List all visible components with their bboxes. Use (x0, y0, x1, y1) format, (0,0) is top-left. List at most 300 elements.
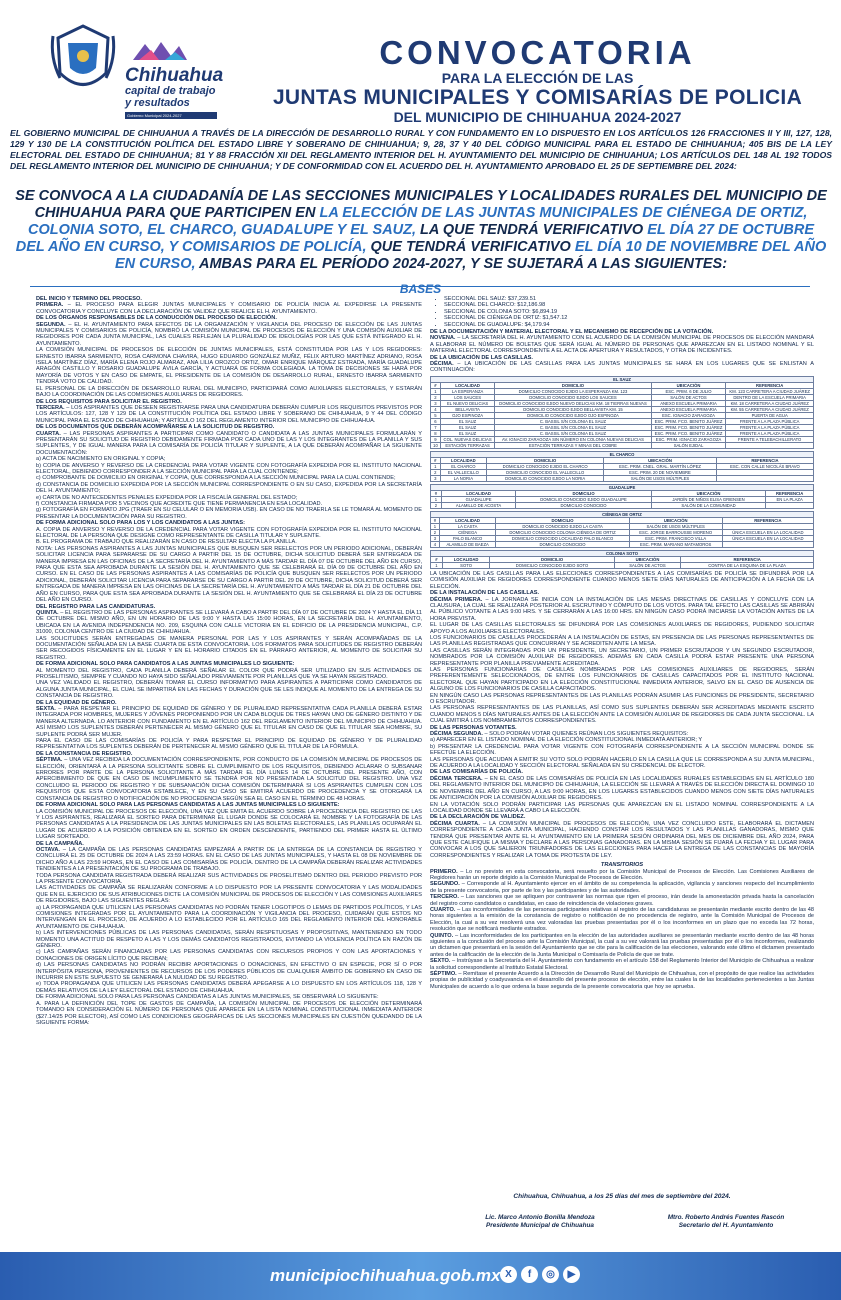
table-cell: ESC. PRIM. FCO. BENITO JUÁREZ (651, 418, 726, 424)
paragraph-text: b) PRESENTAR LA CREDENCIAL PARA VOTAR VIGENTE CON FOTOGRAFÍA CORRESPONDIENTE A LA SECCIÓN MUNICIPAL DONDE SE EFECTÚE LA ELECCIÓN. (430, 743, 814, 757)
polling-table (430, 550, 814, 569)
table-cell: DOMICILIO CONOCIDO EJIDO LOS SAUCES (495, 394, 651, 400)
transitorios-title: TRANSITORIOS (600, 862, 644, 869)
transitorios-text (430, 869, 814, 991)
table-cell: FRENTE A LA PLAZA PÚBLICA (726, 424, 814, 430)
table-cell: CONTRA DE LA ESQUINA DE LA PLAZA (681, 562, 814, 568)
paragraph-text: EL PERSONAL DE LA DIRECCIÓN DE DESARROLLO RURAL DEL MUNICIPIO, PARTICIPARÁ COMO AUXILIARES ELECTORALES, Y ESTARÁN BAJO LA COORDINACIÓN DE LAS COMISIONES AUXILIARES DE REGIDORES. (36, 385, 422, 399)
paragraph-heading: TERCERO. (430, 894, 459, 901)
paragraph-text: c) LAS CAMPAÑAS SERÁN FINANCIADAS POR LAS PERSONAS CANDIDATAS CON RECURSOS PROPIOS Y CON LAS APORTACIONES Y DONACIONES DE ORIGEN LÍCITO QUE RECIBAN; (36, 949, 422, 962)
paragraph-heading: PRIMERO. (430, 868, 458, 875)
municipal-seal-icon (48, 18, 118, 98)
logo-text-1: Chihuahua (125, 65, 224, 86)
signature-name: Mtro. Roberto Andrés Fuentes Rascón (667, 1214, 785, 1221)
paragraph (36, 527, 422, 540)
paragraph-text: – LA JORNADA SE INICIA CON LA INSTALACIÓN DE LAS MESAS DIRECTIVAS DE CASILLAS Y CONCLUYE CON LA CLAUSURA, LA CUAL SE REALIZARÁ POSTERIOR AL ESCRUTINIO Y CÓMPUTO DE LOS VOTOS. PARA TAL EFECTO LAS CASILLAS SE ABRIRÁN AL PÚBLICO VOTANTE A LAS 9:00 HRS. Y SE CERRARÁN A LAS 16:00 HRS. EN NINGÚN CASO PODRÁ INICIARSE LA VOTACIÓN ANTES DE LA HORA PREVISTA. (430, 596, 814, 622)
table-header: REFERENCIA (726, 382, 814, 388)
paragraph (36, 668, 422, 681)
paragraph (36, 386, 422, 399)
table-row (431, 562, 814, 568)
budget-item: • SECCIONAL DE GUADALUPE: $4,179.94 (444, 322, 814, 328)
subtitle-2: JUNTAS MUNICIPALES Y COMISARÍAS DE POLICIA (272, 86, 803, 109)
paragraph-heading: DE LOS DOCUMENTOS QUE DEBERÁN ACOMPAÑARSE A LA SOLICITUD DE REGISTRO. (36, 424, 275, 431)
paragraph-text: – Lo no previsto en esta convocatoria, será resuelto por la Comisión Municipal de Procesos de Elección. Las Comisiones Auxiliares de Regidores harán un reporte dirigido a la Comisión Municipal de Procesos de Elección. (430, 868, 814, 881)
table-cell: ALAMILLO DE ACOSTA (441, 502, 515, 508)
paragraph-text: a) ACTA DE NACIMIENTO EN ORIGINAL Y COPIA; (36, 456, 166, 463)
paragraph-heading: SÉPTIMA. (36, 757, 63, 764)
paragraph-heading: NOVENA. (430, 335, 456, 342)
paragraph-heading: DE LOS REQUISITOS PARA SOLICITAR EL REGISTRO. (36, 398, 182, 405)
logo-small-text: Gobierno Municipal 2024-2027 (125, 112, 217, 119)
paragraph-text: LOS FUNCIONARIOS DE CASILLAS PROCEDERÁN A LA INSTALACIÓN DE ESTAS, EN PRESENCIA DE LAS PERSONAS REPRESENTANTES DE LAS PLANILLAS REGISTRADAS QUE CONCURRAN Y SE ACREDITEN ANTE LA MESA. (430, 634, 814, 648)
table-cell: DOMICILIO CONOCIDO (516, 502, 651, 508)
table-cell: EL CHARCO (440, 463, 487, 469)
table-cell (716, 475, 813, 481)
paragraph (36, 905, 422, 931)
paragraph-text: – UNA VEZ RECIBIDA LA DOCUMENTACIÓN CORRESPONDIENTE, POR CONDUCTO DE LA COMISIÓN MUNICIPAL DE PROCESOS DE ELECCIÓN, ORIENTARÁ A LA PERSONA SOLICITANTE SOBRE EL CUMPLIMIENTO DE LOS REQUISITOS, DEBIENDO ACLARAR O SUBSANAR ERRORES POR PARTE DE LA PERSONA SOLICITANTE A MÁS TARDAR EL DÍA LUNES 14 DE OCTUBRE DEL PRESENTE AÑO, CON APERCIBIMIENTO DE QUE EN CASO DE INCUMPLIMIENTO SE TENDRÁ POR NO PRESENTADA LA SOLICITUD DEL REGISTRO. UNA VEZ CONCLUIDO EL PERIODO DE REGISTRO Y DE SUBSANACIÓN DICHA COMISIÓN DETERMINARÁ SI LOS ASPIRANTES CUMPLEN CON LOS REQUISITOS QUE ESTA CONVOCATORIA ESTABLECE, Y EN SU CASO SE EMITIRÁ ACUERDO DE PROCEDENCIA Y SE OTORGARÁ LA CONSTANCIA DE REGISTRO O NOTIFICACIÓN DE NO PROCEDENCIA SEGÚN SEA EL CASO EN EL TÉRMINO DE 48 HORAS. (36, 757, 422, 802)
paragraph-text: a) LA PROPAGANDA QUE UTILICEN LAS PERSONAS CANDIDATAS NO PODRÁN TENER LOGOTIPOS O LEMAS DE PARTIDOS POLÍTICOS, Y LAS COMISIONES INTEGRADAS POR EL AYUNTAMIENTO PARA LA COORDINACIÓN Y VIGILANCIA DEL PROCESO, CUIDARÁN QUE ESTOS NO INTERVENGAN EN EL PROCESO, DE ACUERDO A LO ESTABLECIDO POR EL ARTÍCULO 165 DEL REGLAMENTO INTERIOR DEL HONORABLE AYUNTAMIENTO DE CHIHUAHUA. (36, 904, 422, 930)
paragraph-heading: SÉPTIMO. (430, 971, 457, 978)
table-cell: ESC. JORGE BARROUSSE MORENO (629, 529, 722, 535)
paragraph-heading: TERCERA. (36, 404, 65, 411)
paragraph (36, 847, 422, 873)
convoca-g: AMBAS PARA EL PERÍODO 2024-2027, Y SE SUJETARÁ A LAS SIGUIENTES: (195, 256, 728, 272)
table-header: DOMICILIO (496, 517, 629, 523)
paragraph-text: d) LAS PERSONAS CANDIDATAS NO PODRÁN RECIBIR APORTACIONES O DONACIONES, EN EFECTIVO O EN ESPECIE, POR SÍ O POR INTERPÓSITA PERSONA, PROVENIENTES DE RECURSOS DE LOS PODERES PÚBLICOS DE CUALQUIER ÁMBITO DE GOBIERNO EN CASO DE INCURRIR EN ESTE SUPUESTO SE GENERARÁ LA NULIDAD DE SU REGISTRO. (36, 962, 422, 982)
table-cell: BELLAVISTA (440, 406, 494, 412)
table-cell: 1 (431, 496, 442, 502)
budget-item: • SECCIONAL DE CIÉNEGA DE ORTIZ: $1,547.12 (444, 315, 814, 321)
table-header: DOMICILIO (495, 382, 651, 388)
table-cell: LA ESPERANZA (440, 388, 494, 394)
table-row (431, 400, 814, 406)
paragraph-heading: DE LOS ÓRGANOS RESPONSABLES DE LA CONDUCCIÓN DEL PROCESO DE ELECCIÓN. (36, 315, 277, 322)
table-cell (726, 442, 814, 448)
paragraph-text: – PARA RESPETAR EL PRINCIPIO DE EQUIDAD DE GÉNERO Y DE PLURALIDAD REPRESENTATIVA CADA PLANILLA DEBERÁ ESTAR INTEGRADA POR HOMBRES, MUJERES Y JÓVENES PROPONIENDO POR UN CADA BLOQUE DE TRES HAYAN UNO DE GÉNERO DISTINTO Y DE MANERA ALTERNADA. LO ANTERIOR CON FUNDAMENTO EN EL ARTÍCULO 162 DEL REGLAMENTO INTERIOR DEL MUNICIPIO DE CHIHUAHUA. ASÍ MISMO LOS SUPLENTES DEBERÁN PERTENECER AL MISMO GÉNERO QUE EL TITULAR EN CASO DE QUE EL TITULAR SEA HOMBRE, SU SUPLENTE PODRÁ SER MUJER. (36, 706, 422, 738)
polling-table (430, 376, 814, 449)
table-cell: SALÓN DE USOS MÚLTIPLES (629, 523, 722, 529)
table-cell: KM. 123 CARRETERA A CIUDAD JUÁREZ (726, 388, 814, 394)
table-cell: LA NORIA (440, 475, 487, 481)
table-cell: KM. 55 CARRETERA A CIUDAD JUÁREZ (726, 406, 814, 412)
table-cell: AV. IGNACIO ZARAGOZA SIN NÚMERO EN COLONIA NUEVAS DELICIAS (495, 436, 651, 442)
paragraph-text: – LA COMISIÓN MUNICIPAL DE PROCESOS DE ELECCIÓN, UNA VEZ CONCLUIDO ESTE, ELABORARÁ EL DICTAMEN CORRESPONDIENTE A CADA JUNTA MUNICIPAL, HACIENDO CONSTAR LOS RESULTADOS Y LAS PLANILLAS GANADORAS, MISMO QUE TENDRÁ QUE PRESENTAR ANTE EL H. AYUNTAMIENTO EN LA PRIMERA SESIÓN ORDINARIA DEL MES DE DICIEMBRE DEL AÑO 2024, PARA QUE ESTE CALIFIQUE LA MISMA Y DECLARE A LAS PERSONAS GANADORAS. EN LA MISMA SESIÓN SE FIJARÁ LA FECHA Y EL LUGAR PARA CONVOCAR A LOS QUE SALIERON TRIUNFADORES DE LAS ELECCIONES PARA HACER LA ENTREGA DE LAS CONSTANCIAS DE MAYORÍA CORRESPONDIENTES Y REALIZAR LA TOMA DE PROTESTA DE LEY. (430, 820, 814, 859)
paragraph-heading: DE LAS COMISARÍAS DE POLICÍA. (430, 769, 523, 776)
paragraph (430, 757, 814, 770)
table-caption: EL CHARCO (431, 451, 814, 457)
paragraph-text: – Las sanciones que se apliquen por contravenir las normas que rigen el proceso, irán desde la amonestación privada hasta la cancelación del registro como candidatos o candidatas, en caso de reincidencia de violaciones graves. (430, 894, 814, 907)
table-cell: C. BASSIL S/N COLONIA EL SAUZ (495, 430, 651, 436)
table-cell: 5 (431, 412, 441, 418)
subtitle-1: PARA LA ELECCIÓN DE LAS (441, 70, 634, 86)
paragraph-text: – LAS PERSONAS ASPIRANTES A PARTICIPAR COMO CANDIDATO O CANDIDATA A LAS JUNTAS MUNICIPALES FORMULARÁN Y PRESENTARÁN SU SOLICITUD DE REGISTRO DEBIDAMENTE FIRMADA POR CADA UNO DE LAS Y LOS INTEGRANTES DE LA PLANILLA Y SUS SUPLENTES, Y DE IGUAL MANERA PARA LA COMISARÍA DE POLICÍA TITULAR Y SUPLENTE, A LA QUE DEBERÁN ACOMPAÑAR LA SIGUIENTE DOCUMENTACIÓN: (36, 430, 422, 456)
paragraph (430, 907, 814, 933)
chihuahua-logo (125, 40, 235, 119)
table-cell: COL. NUEVAS DELICIAS (440, 436, 494, 442)
right-bottom-text (430, 571, 814, 859)
paragraph-text: b) COPIA DE ANVERSO Y REVERSO DE LA CREDENCIAL PARA VOTAR VIGENTE CON FOTOGRAFÍA EXPEDIDA POR EL INSTITUTO NACIONAL ELECTORAL, DEBIENDO CORRESPONDER A LA SECCIÓN MUNICIPAL PARA LA CUAL CONTIENDE; (36, 462, 422, 475)
footer (0, 1252, 841, 1300)
paragraph-text: A. PARA LA DEFINICIÓN DEL TOPE DE GASTOS DE CAMPAÑA, LA COMISIÓN MUNICIPAL DE PROCESOS DE ELECCIÓN DETERMINARÁ TOMANDO EN CONSIDERACIÓN EL NÚMERO DE PERSONAS QUE APARECE EN LA LISTA NOMINAL CONSTITUCIONAL INMEDIATA ANTERIOR ($27.14/25 POR ELECTOR), ASÍ COMO LAS CONDICIONES GEOGRÁFICAS DE LAS SECCIONES MUNICIPALES EN CUESTIÓN QUEDANDO DE LA SIGUIENTE FORMA: (36, 1000, 422, 1026)
table-cell: DOMICILIO CONOCIDO EJIDO SOTO (490, 562, 614, 568)
table-cell: CIÉNEGA (439, 529, 496, 535)
paragraph-text: NOTA: LAS PERSONAS ASPIRANTES A LAS JUNTAS MUNICIPALES QUE BUSQUEN SER REELECTOS POR UN PERIODO ADICIONAL, DEBERÁN SOLICITAR LICENCIA PARA SEPARARSE DE SU CARGO A PARTIR DEL 15 DE OCTUBRE, DICHA SOLICITUD DEBERÁ SER ENTREGADA DE MANERA IMPRESA EN LAS OFICINAS DE LA SECRETARÍA DEL H. AYUNTAMIENTO A MÁS TARDAR EL DÍA 07 DE OCTUBRE DEL AÑO EN CURSO, PARA QUE ESTA SEA APROBADA DURANTE LA SESIÓN DEL H. AYUNTAMIENTO QUE SE CELEBRARÁ EL DÍA 09 DE OCTUBRE DEL AÑO EN CURSO. EN EL CASO DE LAS PERSONAS ASPIRANTES A LAS COMISARÍAS DE POLICÍA QUE BUSQUEN SER REELECTOS POR UN PERIODO ADICIONAL, DEBERÁN SOLICITAR LICENCIA PARA SEPARARSE DE SU CARGO A PARTIR DEL 29 DE OCTUBRE, DICHA SOLICITUD DEBERÁ SER ENTREGADA DE MANERA IMPRESA EN LAS OFICINAS DE LA SECRETARÍA DEL H. AYUNTAMIENTO A MÁS TARDAR EL DÍA 21 DE OCTUBRE DEL AÑO EN CURSO, PARA QUE ESTA SEA APROBADA DURANTE LA SESIÓN DEL H. AYUNTAMIENTO QUE SE CELEBRARÁ EL DÍA 23 DE OCTUBRE DEL AÑO EN CURSO. (36, 545, 422, 604)
table-cell: ÚNICA ESCUELA EN LA LOCALIDAD (722, 529, 813, 535)
table-cell: 3 (431, 475, 441, 481)
table-caption: COLONIA SOTO (431, 550, 814, 556)
table-cell: 3 (431, 400, 441, 406)
intro-paragraph: EL GOBIERNO MUNICIPAL DE CHIHUAHUA A TRAVÉS DE LA DIRECCIÓN DE DESARROLLO RURAL Y CON FUNDAMENTO EN LO DISPUESTO EN LOS ARTÍCULOS 126 FRACCIONES II Y III, 127, 128, 129 Y 130 DE LA CONSTITUCIÓN POLÍTICA DEL ESTADO LIBRE Y SOBERANO DE CHIHUAHUA; 9, 28, 37 Y 40 DEL CÓDIGO MUNICIPAL PARA EL ESTADO DE CHIHUAHUA; 405 BIS DE LA LEY ELECTORAL DEL ESTADO DE CHIHUAHUA; 81 Y 88 FRACCIÓN XII DEL REGLAMENTO INTERIOR DEL H. AYUNTAMIENTO DEL MUNICIPIO DE CHIHUAHUA; LOS ARTÍCULOS DEL 148 AL 192 TODOS DEL REGLAMENTO INTERIOR DEL MUNICIPIO DE CHIHUAHUA; Y DE CONFORMIDAD CON EL ACUERDO DEL H. AYUNTAMIENTO APROBADO EL 25 DE SEPTIEMBRE DEL 2024: (10, 128, 832, 171)
paragraph (36, 636, 422, 662)
table-header: LOCALIDAD (442, 556, 490, 562)
table-header: REFERENCIA (766, 490, 814, 496)
table-caption: CIÉNEGA DE ORTIZ (431, 511, 814, 517)
paragraph (36, 1001, 422, 1027)
table-cell: DOMICILIO CONOCIDO EJIDO EL CHARCO (487, 463, 604, 469)
table-header: DOMICILIO (487, 457, 604, 463)
paragraph-heading: DE LAS PERSONAS VOTANTES. (430, 724, 517, 731)
table-cell: 4 (431, 541, 440, 547)
paragraph (36, 930, 422, 949)
table-row (431, 442, 814, 448)
polling-tables (430, 376, 814, 569)
paragraph-text: – Instrúyase a la Secretaría del H. Ayuntamiento con fundamento en el artículo 158 del Reglamento Interior del Municipio de Chihuahua a realizar la solicitud correspondiente al Instituto Estatal Electoral. (430, 958, 814, 971)
paragraph-text: e) TODA PROPAGANDA QUE UTILICEN LAS PERSONAS CANDIDATAS DEBERÁ APEGARSE A LO DISPUESTO EN LOS ARTÍCULOS 118, 128 Y DEMÁS RELATIVOS DE LA LEY ELECTORAL DEL ESTADO DE CHIHUAHUA. (36, 981, 422, 994)
paragraph-text: – Las inconformidades de los participantes en la elección de las autoridades auxiliares se presentarán mediante escrito dentro de las 48 horas siguientes a la conclusión del proceso ante la Comisión Municipal, la cual a su vez valorará las pruebas presentadas por él o los inconformes, realizando un dictamen que presentará en la sesión del Ayuntamiento que se cite para la calificación de las elecciones, valorando este último el dictamen presentado antes de la calificación de la elección de la Junta Municipal o Comisaría de Policía de que se trate. (430, 932, 814, 958)
paragraph-text: LA COMISIÓN MUNICIPAL DE PROCESOS DE ELECCIÓN DE JUNTAS MUNICIPALES, ESTÁ CONSTITUIDA POR LAS Y LOS REGIDORES: ERNESTO IBARRA SARMIENTO, ROSA CARMONA CHAVIRA, HUGO EDUARDO GONZÁLEZ MUÑIZ, FÉLIX ARTURO MARTÍNEZ ADRIANO, ROSA ISELA MARTÍNEZ DÍAZ, MARÍA ELENA ROJO ALMARAZ, ANA LILIA OROZCO ORTIZ, OMAR ENRIQUE MÁRQUEZ ESTRADA, MARÍA GUADALUPE ARAGÓN CASTILLO Y ROSARIO GUADALUPE ÁVILA GARCÍA, Y ACTUARÁ DE FORMA COLEGIADA. LA TOMA DE DECISIONES SE HARÁ POR MAYORÍA DE VOTOS Y EN CASO DE EMPATE, EL PRESIDENTE DE LA COMISIÓN DE DESARROLLO RURAL, ERNESTO IBARRA SARMIENTO TENDRÁ VOTO DE CALIDAD. (36, 347, 422, 386)
table-cell: ESC. PRIM. 6 DE JULIO (651, 388, 726, 394)
paragraph (430, 881, 814, 894)
paragraph-text: – LA CAMPAÑA DE LAS PERSONAS CANDIDATAS EMPEZARÁ A PARTIR DE LA ENTREGA DE LA CONSTANCIA DE REGISTRO Y CONCLUIRÁ EL 25 DE OCTUBRE DE 2024 A LAS 23:59 HORAS. EN EL CASO DE LAS JUNTAS MUNICIPALES, Y HASTA EL 08 DE NOVIEMBRE DE DICHO AÑO A LAS 23:59 HORAS, EN EL CASO DE LAS COMISARÍAS DE POLICÍA. DENTRO DE LA CAMPAÑA DEBERÁN REALIZAR ACTIVIDADES TENDIENTES A LA PRESENTACIÓN DE SU PROGRAMA DE TRABAJO. (36, 846, 422, 873)
paragraph (36, 463, 422, 476)
signature-president (440, 1214, 640, 1230)
instagram-icon[interactable]: ◎ (542, 1266, 559, 1283)
table-header: # (431, 490, 442, 496)
paragraph-text: – LA UBICACIÓN DE LAS CASILLAS PARA LAS JUNTAS MUNICIPALES SE HARÁ EN LOS LUGARES QUE SE ENLISTAN A CONTINUACIÓN: (430, 361, 814, 374)
paragraph-text: AL MOMENTO DEL REGISTRO, CADA PLANILLA DEBERÁ SEÑALAR EL COLOR QUE PODRÁ SER UTILIZADO EN SUS ACTIVIDADES DE PROSELITISMO, SIEMPRE Y CUANDO NO HAYA SIDO SEÑALADO PREVIAMENTE POR PLANILLAS QUE YA SE HAYAN REGISTRADO. (36, 667, 422, 680)
table-header: DOMICILIO (490, 556, 614, 562)
convoca-c: LA QUE TENDRÁ VERIFICATIVO (416, 222, 648, 238)
table-cell: 2 (431, 394, 441, 400)
table-cell: FRENTE A TELEBACHILLERATO (726, 436, 814, 442)
table-cell: ESC. CON CALLE NICOLÁS BRAVO (716, 463, 813, 469)
paragraph (36, 546, 422, 604)
table-header: LOCALIDAD (441, 490, 515, 496)
youtube-icon[interactable]: ▶ (563, 1266, 580, 1283)
table-cell: ALAMILLO DE BAEZA (439, 541, 496, 547)
table-cell: ANEXO ESCUELA PRIMARIA (651, 400, 726, 406)
paragraph-text: EN LA VOTACIÓN SOLO PODRÁN PARTICIPAR LAS PERSONAS QUE APAREZCAN EN EL LISTADO NOMINAL CORRESPONDIENTE A LA LOCALIDAD DONDE SE LLEVARÁ A CABO LA ELECCIÓN. (430, 801, 814, 814)
table-cell: EL NUEVO DELICIAS (440, 400, 494, 406)
paragraph-text: – EN EL CASO DE LAS COMISARÍAS DE POLICÍA EN LAS LOCALIDADES RURALES ESTABLECIDAS EN EL ARTÍCULO 180 DEL REGLAMENTO INTERIOR DEL MUNICIPIO DE CHIHUAHUA, LA ELECCIÓN SE LLEVARÁ A TRAVÉS DE ELECCIÓN DIRECTA EL DOMINGO 10 DE NOVIEMBRE DEL AÑO EN CURSO, A LAS 9:00 HORAS, EN LOS LUGARES ESTABLECIDOS CUANDO MENOS CON SIETE DÍAS NATURALES DE ANTICIPACIÓN POR LA COMISIÓN AUXILIAR DE REGIDORES. (430, 775, 814, 802)
paragraph (36, 981, 422, 994)
table-cell: DENTRO DE LA ESCUELA PRIMARIA (726, 394, 814, 400)
convoca-e: QUE TENDRÁ VERIFICATIVO (366, 239, 575, 255)
paragraph-heading: DÉCIMA TERCERA. (430, 775, 483, 782)
paragraph (36, 322, 422, 348)
convoca-b: LA ELECCIÓN DE LAS JUNTAS MUNICIPALES DE CIÉNEGA DE ORTIZ, COLONIA SOTO, EL CHARCO, GUADALUPE Y EL SAUZ, (27, 205, 808, 238)
paragraph-heading: DÉCIMA PRIMERA. (430, 596, 483, 603)
table-header: LOCALIDAD (440, 457, 487, 463)
convoca-f: EL DÍA 10 DE NOVIEMBRE DEL AÑO EN CURSO, (114, 239, 827, 272)
paragraph (430, 705, 814, 724)
table-cell: DOMICILIO CONOCIDO EJIDO LA NORIA (487, 475, 604, 481)
paragraph-heading: DE LA DECLARACIÓN DE VALIDEZ. (430, 814, 526, 821)
paragraph (430, 776, 814, 802)
paragraph (430, 335, 814, 354)
logo-text-2: capital de trabajo (125, 85, 216, 97)
polling-table (430, 451, 814, 482)
paragraph-text: LAS SOLICITUDES SERÁN ENTREGADAS DE MANERA PERSONAL POR LAS Y LOS ASPIRANTES Y SERÁN ACOMPAÑADAS DE LA DOCUMENTACIÓN SEÑALADA EN LA BASE CUARTA DE ESTA CONVOCATORIA. LOS FORMATOS PARA SOLICITUDES DE REGISTRO DEBERÁN SER RECOGIDOS FÍSICAMENTE EN EL LUGAR Y EN EL HORARIO CITADOS EN EL PÁRRAFO ANTERIOR, AL MOMENTO DE SOLICITAR SU REGISTRO. (36, 635, 422, 661)
table-header: LOCALIDAD (440, 382, 494, 388)
paragraph-text: d) CONSTANCIA DE DOMICILIO EXPEDIDA POR LA SECCIÓN MUNICIPAL CORRESPONDIENTE O EN SU CASO, EXPEDIDA POR LA SECRETARÍA DEL H. AYUNTAMIENTO; (36, 481, 422, 495)
paragraph-heading: QUINTA. (36, 609, 59, 616)
paragraph-heading: DE LA UBICACIÓN DE LAS CASILLAS. (430, 354, 533, 361)
table-header: DOMICILIO (516, 490, 651, 496)
paragraph-text: – EL PROCESO PARA ELEGIR JUNTAS MUNICIPALES Y COMISARIO DE POLICÍA INICIA AL EXPEDIRSE LA PRESENTE CONVOCATORIA Y CONCLUYE CON LA DECLARACIÓN DE VALIDEZ QUE REALICE EL H. AYUNTAMIENTO. (36, 302, 422, 315)
table-cell: ESC. PRIM. FCO. BENITO JUÁREZ (651, 424, 726, 430)
paragraph-text: – Corresponde al H. Ayuntamiento ejercer en el ámbito de su competencia la aplicación, vigilancia y sanciones respecto del incumplimiento de la presente convocatoria, por parte de los y las participantes y de las autoridades. (430, 881, 814, 894)
table-cell: FRENTE A LA PLAZA PÚBLICA (726, 418, 814, 424)
paragraph-heading: CUARTO. (430, 907, 456, 913)
table-cell: ANEXO ESCUELA PRIMARIA (651, 406, 726, 412)
table-cell: SOTO (442, 562, 490, 568)
right-column (430, 296, 814, 1206)
table-cell (722, 541, 813, 547)
paragraph (36, 757, 422, 802)
table-cell: 3 (431, 535, 440, 541)
title-block (245, 36, 830, 125)
table-caption: GUADALUPE (431, 484, 814, 490)
paragraph-text: LAS PERSONAS FUNCIONARIAS DE CASILLAS NOMBRADAS POR LAS COMISIONES AUXILIARES DE REGIDORES, SERÁN PREFERENTEMENTE SELECCIONADOS, DE ENTRE LOS FUNCIONARIOS DE CASILLAS CAPACITADOS POR EL INSTITUTO NACIONAL ELECTORAL QUE HAYAN PARTICIPADO EN LA ELECCIÓN CONSTITUCIONAL INMEDIATA ANTERIOR, SALVO EN EL CASO DE AUSENCIA DE ALGUNO DE LOS FUNCIONARIOS DE CASILLA CAPACITADOS. (430, 666, 814, 693)
table-cell: 2 (431, 502, 442, 508)
paragraph-text: EN NINGÚN CASO LAS PERSONAS REPRESENTANTES DE LAS PLANILLAS PODRÁN ASUMIR LAS FUNCIONES DE PRESIDENTE, SECRETARIO O ESCRUTADOR. (430, 692, 814, 705)
table-cell: KM. 18 CARRETERA A CIUDAD JUÁREZ (726, 400, 814, 406)
table-cell: ESC. PRIM. FRANCISCO VILLA (629, 535, 722, 541)
paragraph-text: LAS PERSONAS QUE ACUDAN A EMITIR SU VOTO SOLO PODRÁN HACERLO EN LA CASILLA QUE LE CORRESPONDA A SU JUNTA MUNICIPAL, DE ACUERDO A LA LOCALIDAD Y SECCIÓN ELECTORAL SEÑALADA EN SU CREDENCIAL DE ELECTOR. (430, 756, 814, 770)
date-line: Chihuahua, Chihuahua, a los 25 días del mes de septiembre del 2024. (513, 1193, 731, 1200)
paragraph (430, 648, 814, 667)
table-cell: SALÓN DE ACTOS (614, 562, 681, 568)
table-header: # (431, 517, 440, 523)
paragraph-heading: DEL REGISTRO PARA LAS CANDIDATURAS. (36, 603, 156, 610)
paragraph-heading: DE LA CAMPAÑA. (36, 840, 84, 847)
table-cell: DOMICILIO CONOCIDO COLONIA CIÉNEGA DE ORTIZ (496, 529, 629, 535)
paragraph-text: – Las inconformidades de las personas participantes relativas al registro de las candidaturas se presentarán mediante escrito dentro de las 48 horas siguientes a la emisión de la constancia de registro o notificación de no procedencia de registro, ante la Comisión Municipal de Procesos de Elección, la cual a su vez resolverá una vez valoradas las pruebas presentadas por él o los inconformes en un plazo que no exceda las 72 horas, resolución que se notificará mediante estrados. (430, 907, 814, 933)
table-header: # (431, 556, 443, 562)
paragraph-text: LAS ACTIVIDADES DE CAMPAÑA SE REALIZARÁN CONFORME A LO DISPUESTO POR LA PRESENTE CONVOCATORIA Y LAS MODALIDADES QUE EN EL EJERCICIO DE SUS ATRIBUCIONES DICTE LA COMISIÓN MUNICIPAL DE PROCESOS DE ELECCIÓN Y LAS COMISIONES AUXILIARES DE REGIDORES, BAJO LAS SIGUIENTES REGLAS: (36, 885, 422, 905)
table-cell: ESC. PRIM. 20 DE NOVIEMBRE (604, 469, 717, 475)
table-cell: EN LA PLAZA (766, 496, 814, 502)
paragraph-text: – LA SECRETARÍA DEL H. AYUNTAMIENTO CON EL ACUERDO DE LA COMISIÓN MUNICIPAL DE PROCESOS DE ELECCIÓN MANDARÁ A ELABORAR EL NÚMERO DE BOLETAS QUE SERÁ IGUAL AL NÚMERO DE PERSONAS QUE APAREZCAN EN EL LISTADO NOMINAL Y EL MATERIAL ELECTORAL CORRESPONDIENTE A EL ACTA DE APERTURA Y RESULTADOS, Y OTRA DE INCIDENTES. (430, 335, 814, 355)
paragraph (36, 885, 422, 904)
table-cell: 8 (431, 430, 441, 436)
table-header: # (431, 382, 441, 388)
header (0, 0, 841, 130)
paragraph (36, 949, 422, 962)
table-cell: 1 (431, 523, 440, 529)
paragraph-text: – EL REGISTRO DE LAS PERSONAS ASPIRANTES SE LLEVARÁ A CABO A PARTIR DEL DÍA 07 DE OCTUBRE DE 2024 Y HASTA EL DÍA 11 DE OCTUBRE DEL MISMO AÑO, EN UN HORARIO DE LAS 9:00 Y HASTA LAS 15:00 HORAS, EN LA SECRETARÍA DEL H. AYUNTAMIENTO, UBICADA EN LA AVENIDA INDEPENDENCIA NO. 209, ESQUINA CON CALLE VICTORIA EN EL EDIFICIO DE LA PRESIDENCIA MUNICIPAL, C.P. 31000, COLONIA CENTRO DE LA CIUDAD DE CHIHUAHUA. (36, 609, 422, 636)
table-cell: 2 (431, 469, 441, 475)
paragraph (430, 821, 814, 859)
table-cell: SALÓN EJIDAL (651, 442, 726, 448)
convoca-paragraph (14, 188, 828, 273)
paragraph-text: LAS PERSONAS REPRESENTANTES DE LAS PLANILLAS, ASÍ COMO SUS SUPLENTES DEBERÁN SER ACREDITADAS MEDIANTE ESCRITO CUANDO MENOS 5 DÍAS NATURALES ANTES DE LA ELECCIÓN ANTE LA COMISIÓN AUXILIAR DE REGIDORES DE CADA JUNTA SECCIONAL. LA CUAL EMITIRÁ LOS NOMBRAMIENTOS CORRESPONDIENTES. (430, 705, 814, 725)
budget-item: • SECCIONAL DE COLONIA SOTO: $6,894.19 (444, 309, 814, 315)
table-cell: GUADALUPE (441, 496, 515, 502)
paragraph-text: f) CONSTANCIA FIRMADA POR 5 VECINOS QUE ACREDITE QUE TIENE PERMANENCIA EN ESA LOCALIDAD. (36, 501, 323, 507)
page-title: CONVOCATORIA (379, 34, 696, 71)
social-icons (500, 1266, 580, 1283)
paragraph (430, 571, 814, 590)
table-cell: DOMICILIO CONOCIDO EJIDO NUEVO DELICIAS KM. 18 TIERRAS NUEVAS (495, 400, 651, 406)
paragraph-text: – Remítase el presente Acuerdo a la Dirección de Desarrollo Rural del Municipio de Chihuahua, con el propósito de que realice las actividades propias de publicidad y coadyuvancia en el desarrollo del presente proceso de elección, entre las cuales la de las localidades pertenecientes a las Juntas Municipales de acuerdo a lo que ordena la base segunda de la presente convocatoria que hoy se aprueba. (430, 971, 814, 990)
paragraph-heading: DÉCIMA. (430, 361, 454, 368)
table-cell: 2 (431, 529, 440, 535)
table-cell: DOMICILIO CONOCIDO EJIDO LA CASTA (496, 523, 629, 529)
table-cell: EL SAUZ (440, 418, 494, 424)
bases-title: BASES (399, 282, 442, 296)
table-cell: ESC. PRIM. MARIANO MATAMOROS (629, 541, 722, 547)
paragraph (430, 958, 814, 971)
paragraph-heading: DE LA INSTALACIÓN DE LAS CASILLAS. (430, 590, 540, 597)
paragraph (430, 635, 814, 648)
table-header: REFERENCIA (716, 457, 813, 463)
table-header: UBICACIÓN (651, 490, 765, 496)
paragraph (36, 405, 422, 424)
paragraph (430, 361, 814, 374)
paragraph-heading: DE FORMA ADICIONAL SOLO PARA LAS PERSONAS CANDIDATAS A LAS JUNTAS MUNICIPALES LO SIGUIENTE: (36, 802, 340, 809)
table-cell: DOMICILIO CONOCIDO (496, 541, 629, 547)
paragraph (36, 507, 422, 520)
paragraph-heading: QUINTO. (430, 932, 454, 939)
paragraph (430, 869, 814, 882)
x-icon[interactable]: X (500, 1266, 517, 1283)
paragraph-text: DE FORMA ADICIONAL SOLO PARA LAS PERSONAS CANDIDATAS A LAS JUNTAS MUNICIPALES, SE OBSERVARÁ LO SIGUIENTE: (36, 994, 379, 1001)
paragraph (36, 809, 422, 841)
paragraph (430, 894, 814, 907)
table-cell: SALÓN DE USOS MÚLTIPLES (604, 475, 717, 481)
paragraph-text: A. COPIA DE ANVERSO Y REVERSO DE LA CREDENCIAL PARA VOTAR VIGENTE CON FOTOGRAFÍA EXPEDIDA POR EL INSTITUTO NACIONAL ELECTORAL DE LA PERSONA QUE DESIGNE COMO REPRESENTANTE DE CASILLA TITULAR Y SUPLENTE. (36, 526, 422, 540)
table-cell: DOMICILIO CONOCIDO LOCALIDAD PALO BLANCO (496, 535, 629, 541)
paragraph (430, 744, 814, 757)
table-cell: JARDÍN DE NIÑOS ELISA GRIENSEN (651, 496, 765, 502)
table-cell: ESC. PRIM. CNEL. GRAL. MARTÍN LÓPEZ (604, 463, 717, 469)
signature-role: Presidente Municipal de Chihuahua (486, 1222, 594, 1229)
table-cell: DOMICILIO CONOCIDO EJIDO OJO ESPINOZA (495, 412, 651, 418)
paragraph (36, 610, 422, 636)
paragraph (36, 431, 422, 457)
table-cell: ÚNICA ESCUELA EN LA LOCALIDAD (722, 535, 813, 541)
table-cell: EL SAUZ (440, 430, 494, 436)
paragraph (430, 971, 814, 990)
table-cell: DOMICILIO CONOCIDO EL VALLECILLO (487, 469, 604, 475)
table-header: UBICACIÓN (614, 556, 681, 562)
table-cell: ESC. IGNACIO ZARAGOZA (651, 412, 726, 418)
budget-list (430, 296, 814, 328)
paragraph (36, 873, 422, 886)
paragraph-text: TODA PERSONA CANDIDATA REGISTRADA DEBERÁ REALIZAR SUS ACTIVIDADES DE PROSELITISMO DENTRO DEL PERIODO PREVISTO POR LA PRESENTE CONVOCATORIA. (36, 872, 422, 885)
table-header: UBICACIÓN (604, 457, 717, 463)
paragraph (430, 933, 814, 959)
table-row (431, 436, 814, 442)
paragraph-heading: SEGUNDO. (430, 881, 460, 888)
table-cell: 1 (431, 463, 441, 469)
table-header: REFERENCIA (681, 556, 814, 562)
table-header: REFERENCIA (722, 517, 813, 523)
paragraph-text: e) CARTA DE NO ANTECEDENTES PENALES EXPEDIDA POR LA FISCALÍA GENERAL DEL ESTADO; (36, 494, 298, 501)
table-row (431, 541, 814, 547)
table-header: # (431, 457, 441, 463)
table-row (431, 475, 814, 481)
table-cell: C. BASSIL S/N COLONIA EL SAUZ (495, 424, 651, 430)
table-cell: SALÓN DE ACTOS (651, 394, 726, 400)
paragraph-text: LA UBICACIÓN DE LAS CASILLAS PARA LAS ELECCIONES CORRESPONDIENTES A LAS COMISARÍAS DE POLICÍA SE DIFUNDIRÁ POR LA COMISIÓN AUXILIAR DE REGIDORES CORRESPONDIENTE CUANDO MENOS SIETE DÍAS NATURALES DE ANTICIPACIÓN A LA FECHA DE LA ELECCIÓN. (430, 570, 814, 590)
paragraph-heading: SEXTO. (430, 958, 451, 965)
table-cell: SALÓN DE LA COMUNIDAD (651, 502, 765, 508)
table-cell: C. BASSIL S/N COLONIA EL SAUZ (495, 418, 651, 424)
polling-table (430, 511, 814, 548)
paragraph (36, 680, 422, 699)
footer-url[interactable]: municipiochihuahua.gob.mx (270, 1266, 501, 1285)
right-mid-text (430, 329, 814, 374)
paragraph (430, 622, 814, 635)
paragraph (36, 706, 422, 738)
paragraph-text: EL LUGAR DE LAS CASILLAS ELECTORALES SE DIFUNDIRÁ POR LAS COMISIONES AUXILIARES DE REGIDORES, PUDIENDO SOLICITAR APOYO A LOS AUXILIARES ELECTORALES. (430, 622, 814, 635)
facebook-icon[interactable]: f (521, 1266, 538, 1283)
paragraph (36, 962, 422, 981)
paragraph-text: b) LAS INTERVENCIONES PÚBLICAS DE LAS PERSONAS CANDIDATAS, SERÁN RESPETUOSAS Y PROPOSITIVAS, MANTENIENDO EN TODO MOMENTO UNA ACTITUD DE RESPETO A LAS Y LOS DEMÁS CANDIDATOS REGISTRADOS, EVITANDO LA VIOLENCIA POLÍTICA EN RAZÓN DE GÉNERO. (36, 930, 422, 950)
paragraph-text: – LOS ASPIRANTES QUE DESEEN REGISTRARSE PARA UNA CANDIDATURA DEBERÁN CUMPLIR LOS REQUISITOS PREVISTOS POR LOS ARTÍCULOS: 127, 128 Y 129 DE LA CONSTITUCIÓN POLÍTICA DEL ESTADO LIBRE Y SOBERANO DE CHIHUAHUA, 9 Y 44 DEL CÓDIGO MUNICIPAL PARA EL ESTADO DE CHIHUAHUA; Y ARTÍCULO 162 DEL REGLAMENTO INTERIOR DEL MUNICIPIO DE CHIHUAHUA. (36, 404, 422, 424)
logo-text-3: y resultados (125, 97, 190, 109)
table-header: UBICACIÓN (629, 517, 722, 523)
paragraph-text: UNA VEZ VALIDADO EL REGISTRO, DEBERÁN TOMAR EL CURSO INFORMATIVO PARA ASPIRANTES A PARTICIPAR COMO CANDIDATOS DE ALGUNA JUNTA MUNICIPAL, EL CUAL SE IMPARTIRÁ EN LAS FECHAS Y DURACIÓN QUE SE LES INDIQUE AL MOMENTO DE LA ENTREGA DE SU CONSTANCIA DE REGISTRO. (36, 680, 422, 700)
paragraph-heading: DE FORMA ADICIONAL SOLO PARA LOS Y LOS CANDIDATOS A LAS JUNTAS: (36, 520, 245, 527)
paragraph-text: – SOLO PODRÁN VOTAR QUIENES REÚNAN LOS SIGUIENTES REQUISITOS: (482, 731, 689, 738)
table-header: UBICACIÓN (651, 382, 726, 388)
table-cell: 1 (431, 388, 441, 394)
table-cell: DOMICILIO CONOCIDO EJIDO LA ESPERANZA KM. 123 (495, 388, 651, 394)
table-row (431, 502, 814, 508)
paragraph-text: LA COMISIÓN MUNICIPAL DE PROCESOS DE ELECCIÓN, UNA VEZ QUE EMITA EL ACUERDO SOBRE LA PROCEDENCIA DEL REGISTRO DE LAS Y LOS ASPIRANTES, REALIZARÁ EL SORTEO PARA DETERMINAR EL LUGAR DONDE SE COLOCARÁ EL NOMBRE Y LA FOTOGRAFÍA DE LAS PERSONAS CANDIDATAS A LA PRESIDENCIA DE LAS JUNTAS MUNICIPALES EN LAS BOLETAS ELECTORALES, LAS PLANILLAS OCUPARÁN EL LUGAR DE ACUERDO A LA POSICIÓN OBTENIDA EN EL SORTEO EN ORDEN DESCENDENTE, PARTIENDO DEL PRIMER HASTA EL ÚLTIMO LUGAR SORTEADO. (36, 808, 422, 841)
signature-role: Secretario del H. Ayuntamiento (678, 1222, 774, 1229)
logo-mark-icon (125, 40, 195, 62)
left-column (36, 296, 422, 1251)
table-cell: LOS SAUCES (440, 394, 494, 400)
paragraph-heading: DE FORMA ADICIONAL SOLO PARA CANDIDATOS A LAS JUNTAS MUNICIPALES LO SIGUIENTE: (36, 661, 295, 668)
paragraph (36, 482, 422, 495)
table-header: LOCALIDAD (439, 517, 496, 523)
paragraph (36, 738, 422, 751)
paragraph-heading: CUARTA. (36, 430, 61, 437)
table-cell: OJO ESPINOZA (440, 412, 494, 418)
table-cell: EL SAUZ (440, 424, 494, 430)
table-cell: ESTACIÓN TERRAZAS (440, 442, 494, 448)
table-cell: ESC. PRIM. FCO. BENITO JUÁREZ (651, 430, 726, 436)
table-cell: ESC. PRIM. IGNACIO ZARAGOZA (651, 436, 726, 442)
paragraph-heading: DÉCIMA SEGUNDA. (430, 731, 483, 738)
paragraph-heading: SEXTA. (36, 706, 56, 712)
table-cell: PUERTA DE AGUA (726, 412, 814, 418)
table-cell: PALO BLANCO (439, 535, 496, 541)
paragraph-text: LAS CASILLAS SERÁN INTEGRADAS POR UN PRESIDENTE, UN SECRETARIO, UN PRIMER ESCRUTADOR Y UN SEGUNDO ESCRUTADOR, NOMBRADOS POR LA COMISIÓN AUXILIAR DE REGIDORES. ADEMÁS EN CADA CASILLA PODRÁ ESTAR PRESENTE UNA PERSONA REPRESENTANTE POR PLANILLA PREVIAMENTE ACREDITADA. (430, 647, 814, 667)
table-cell: 9 (431, 436, 441, 442)
paragraph (430, 597, 814, 623)
paragraph-heading: DE LA DOCUMENTACIÓN Y MATERIAL ELECTORAL Y EL MECANISMO DE RECEPCIÓN DE LA VOTACIÓN. (430, 329, 714, 336)
paragraph-heading: DÉCIMA CUARTA. (430, 820, 480, 827)
table-cell: DOMICILIO CONOCIDO EJIDO BELLAVISTA KM. 15 (495, 406, 651, 412)
table-cell: DOMICILIO CONOCIDO EJIDO GUADALUPE (516, 496, 651, 502)
